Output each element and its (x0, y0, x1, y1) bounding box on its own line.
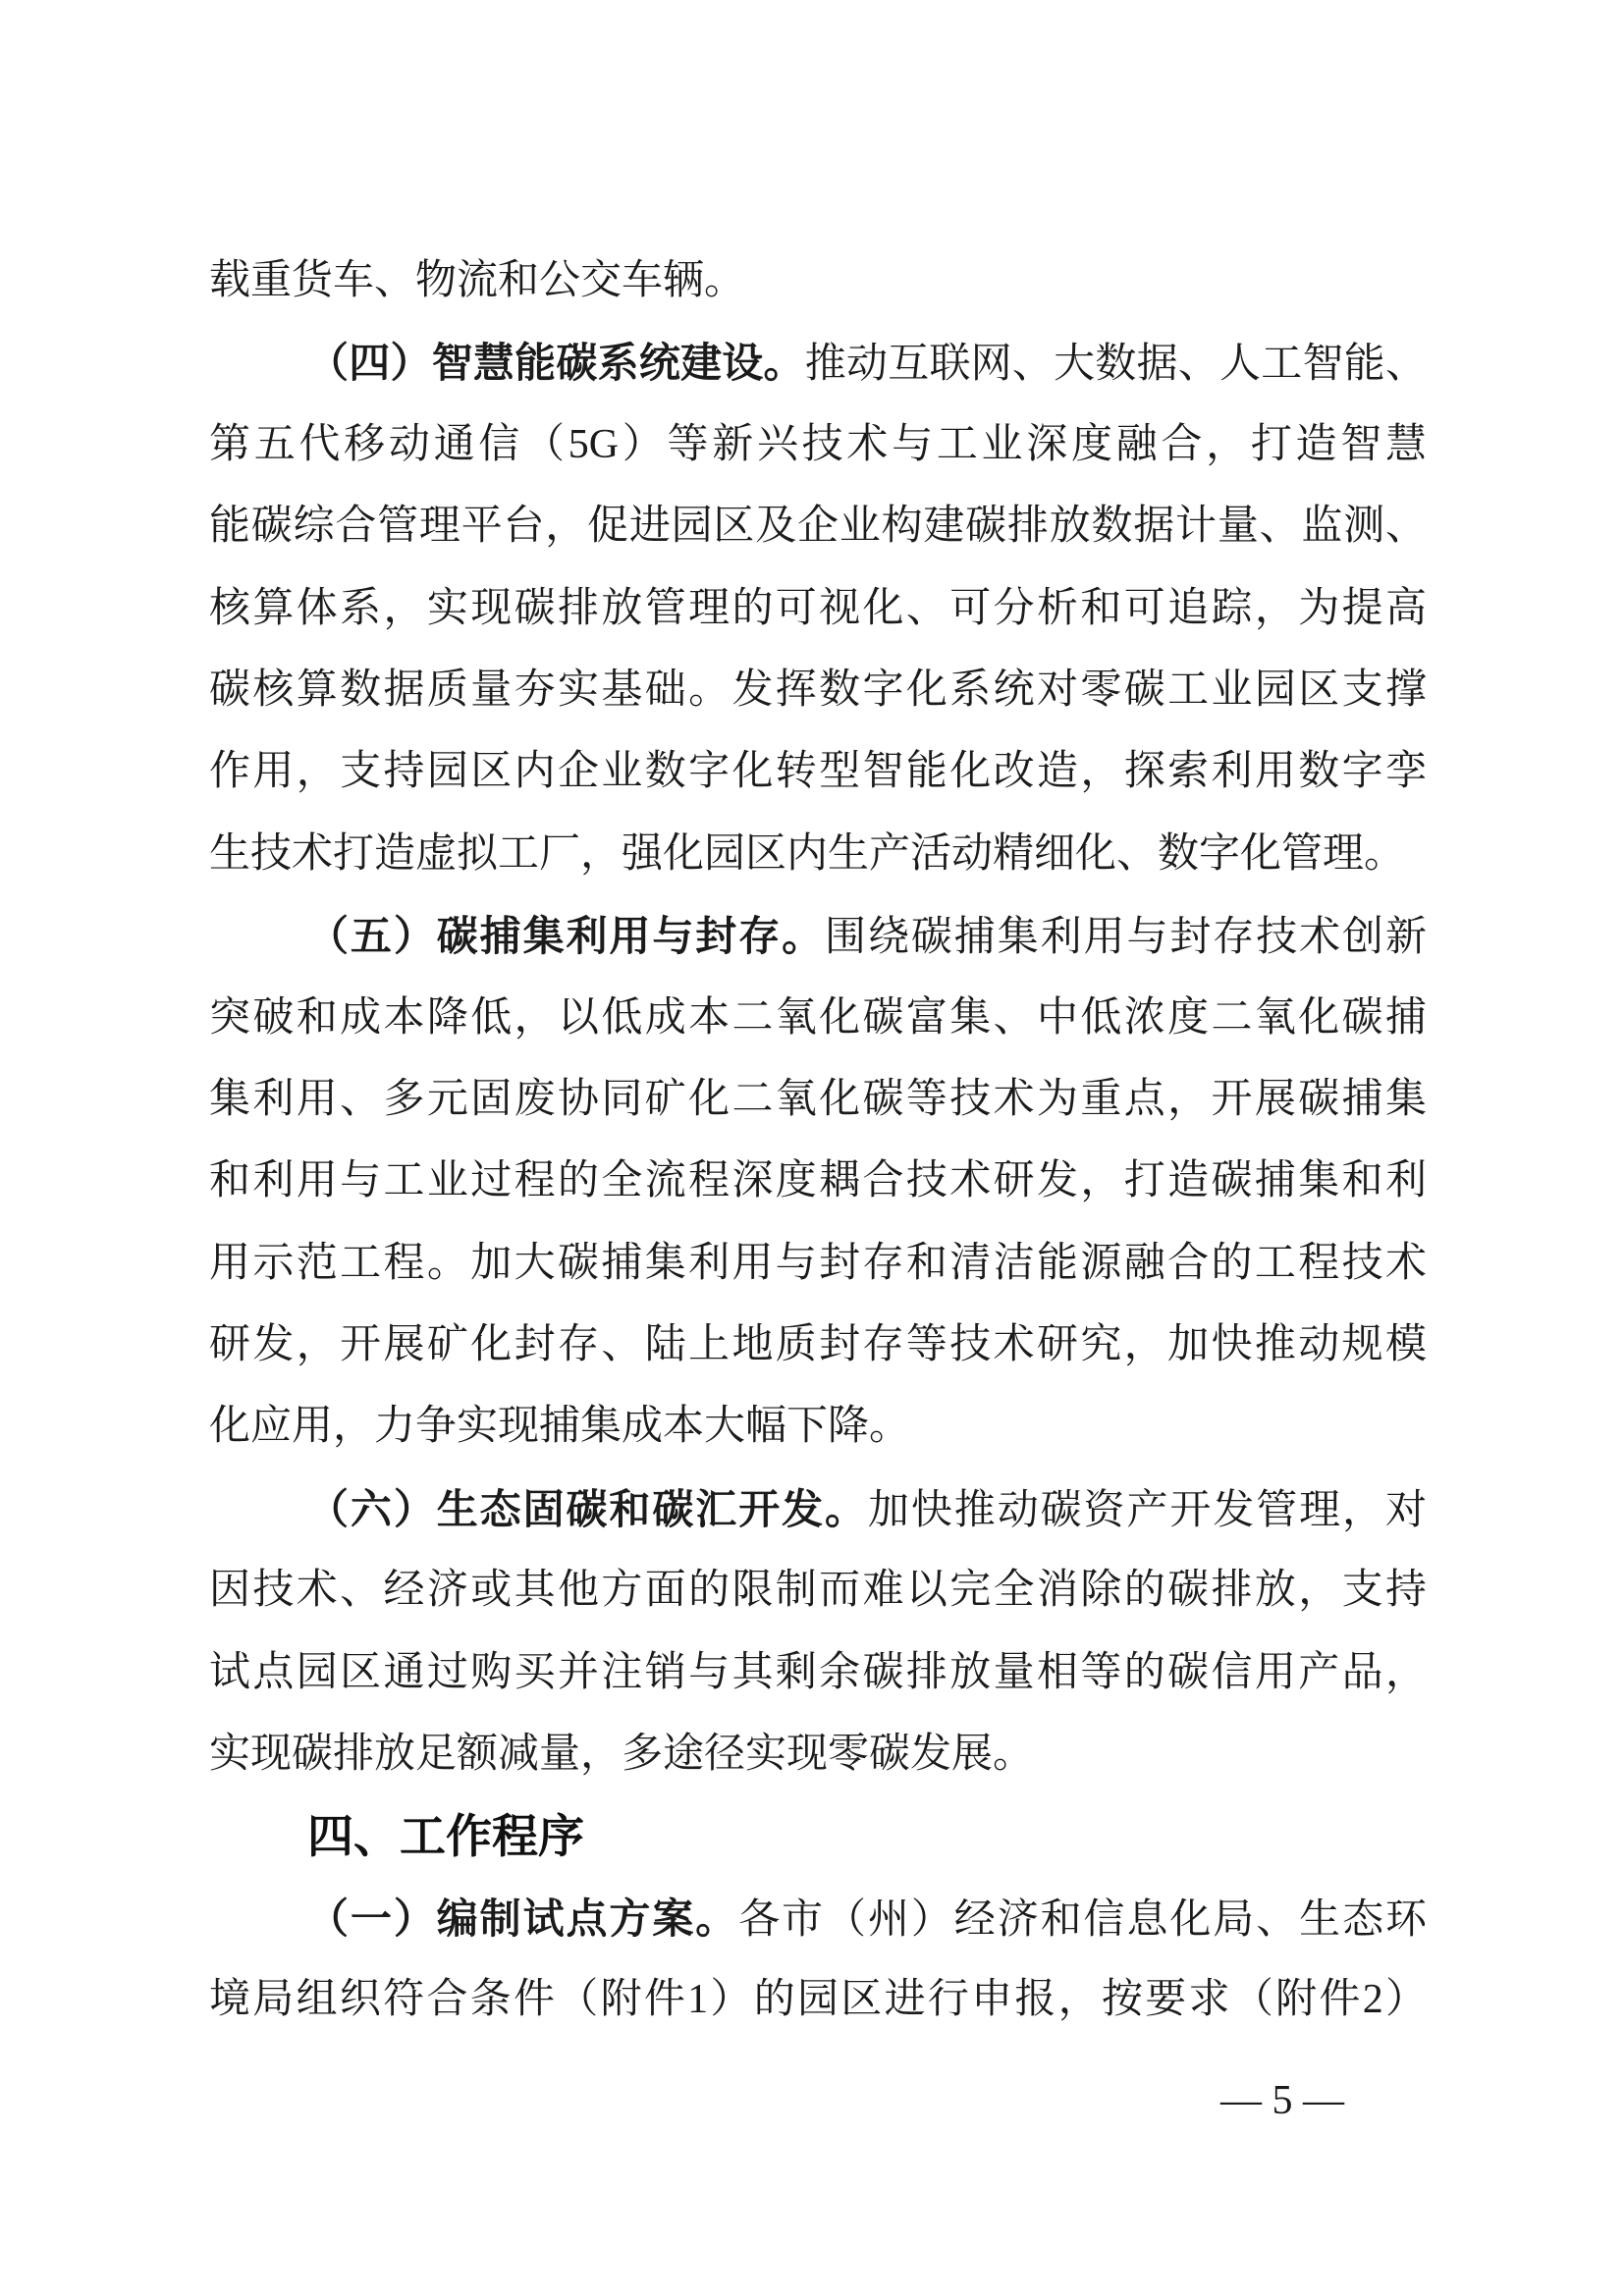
paragraph (209, 240, 1427, 322)
text-line (209, 404, 1427, 486)
text-run: 各市（州）经济和信息化局、生态环 (738, 1896, 1427, 1943)
text-line (209, 650, 1427, 731)
text-line (209, 322, 1427, 403)
bold-run: 四、工作程序 (307, 1810, 584, 1863)
text-line (209, 1714, 1427, 1795)
text-line (209, 1059, 1427, 1141)
text-run: 试点园区通过购买并注销与其剩余碳排放量相等的碳信用产品， (209, 1649, 1427, 1695)
section-heading (209, 1795, 1427, 1877)
text-line (209, 1878, 1427, 1959)
text-line (209, 1632, 1427, 1714)
text-line (209, 1305, 1427, 1386)
text-line (209, 1141, 1427, 1222)
bold-run: （六）生态固碳和碳汇开发。 (307, 1485, 868, 1532)
text-run: 实现碳排放足额减量，多途径实现零碳发展。 (209, 1732, 1035, 1778)
text-line (209, 1550, 1427, 1631)
page-number: — 5 — (1220, 2078, 1344, 2123)
text-run: 第五代移动通信（5G）等新兴技术与工业深度融合，打造智慧 (209, 421, 1427, 467)
text-line (209, 1386, 1427, 1468)
text-line (209, 568, 1427, 650)
section-heading-paragraph (209, 1795, 1427, 1877)
text-run: 和利用与工业过程的全流程深度耦合技术研发，打造碳捕集和利 (209, 1158, 1427, 1204)
text-line (209, 978, 1427, 1059)
text-run: 碳核算数据质量夯实基础。发挥数字化系统对零碳工业园区支撑 (209, 667, 1427, 713)
text-run: 能碳综合管理平台，促进园区及企业构建碳排放数据计量、监测、 (209, 504, 1427, 550)
text-run: 推动互联网、大数据、人工智能、 (804, 342, 1427, 388)
text-line (209, 895, 1427, 977)
text-run: 集利用、多元固废协同矿化二氧化碳等技术为重点，开展碳捕集 (209, 1076, 1427, 1122)
paragraph (209, 1468, 1427, 1796)
paragraph (209, 895, 1427, 1468)
paragraph (209, 1878, 1427, 2042)
text-run: 突破和成本降低，以低成本二氧化碳富集、中低浓度二氧化碳捕 (209, 994, 1427, 1041)
text-run: 用示范工程。加大碳捕集利用与封存和清洁能源融合的工程技术 (209, 1240, 1427, 1286)
text-run: 作用，支持园区内企业数字化转型智能化改造，探索利用数字孪 (209, 749, 1427, 795)
text-run: 生技术打造虚拟工厂，强化园区内生产活动精细化、数字化管理。 (209, 830, 1406, 877)
text-line (209, 731, 1427, 813)
text-run: 围绕碳捕集利用与封存技术创新 (825, 915, 1427, 961)
text-line (209, 1468, 1427, 1550)
text-run: 因技术、经济或其他方面的限制而难以完全消除的碳排放，支持 (209, 1568, 1427, 1614)
text-line (209, 240, 1427, 322)
text-run: 核算体系，实现碳排放管理的可视化、可分析和可追踪，为提高 (209, 585, 1427, 631)
text-run: 研发，开展矿化封存、陆上地质封存等技术研究，加快推动规模 (209, 1322, 1427, 1368)
text-run: 境局组织符合条件（附件1）的园区进行申报，按要求（附件2） (209, 1977, 1427, 2023)
bold-run: （五）碳捕集利用与封存。 (307, 913, 826, 960)
text-run: 加快推动碳资产开发管理，对 (867, 1487, 1427, 1533)
paragraph (209, 322, 1427, 895)
document-body (209, 240, 1427, 2042)
bold-run: （四）智慧能碳系统建设。 (307, 340, 805, 387)
text-line (209, 486, 1427, 567)
text-run: 化应用，力争实现捕集成本大幅下降。 (209, 1404, 911, 1450)
text-line (209, 1959, 1427, 2041)
text-line (209, 814, 1427, 895)
text-run: 载重货车、物流和公交车辆。 (209, 258, 746, 303)
bold-run: （一）编制试点方案。 (307, 1895, 739, 1942)
text-line (209, 1223, 1427, 1305)
